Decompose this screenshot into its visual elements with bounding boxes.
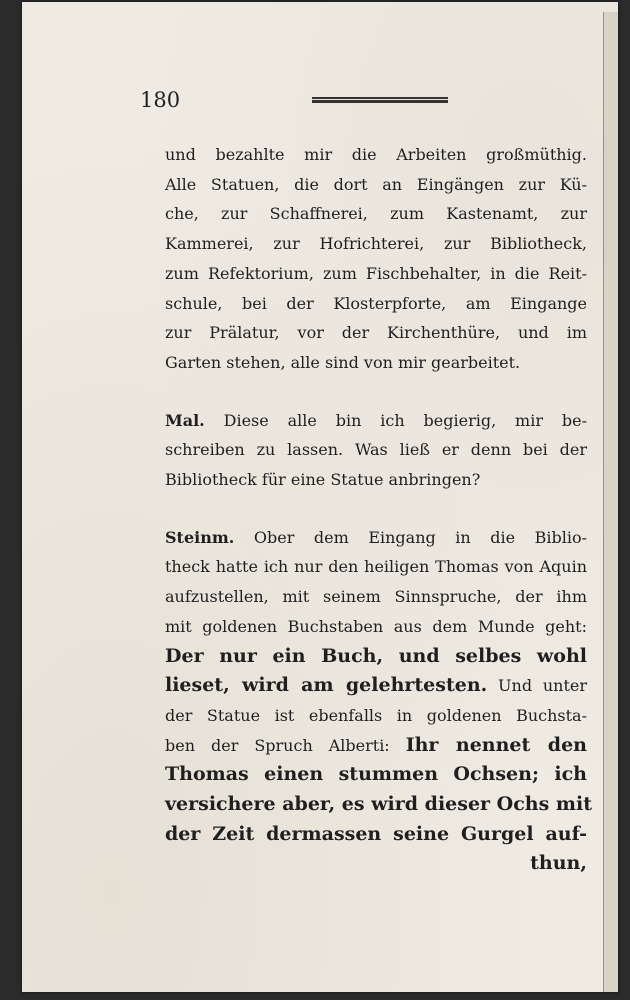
- book-page: [22, 2, 618, 992]
- speaker-label: Steinm.: [165, 527, 235, 547]
- quote-line: der Zeit dermassen seine Gurgel auf-: [165, 822, 587, 845]
- text-line: schule, bei der Klosterpforte, am Eingange: [165, 293, 587, 313]
- text-line: [165, 523, 587, 553]
- text-line: schreiben zu lassen. Was ließ er denn bei der: [165, 440, 587, 460]
- text-line: theck hatte ich nur den heiligen Thomas von Aquin: [165, 557, 587, 577]
- header-rule: [312, 97, 448, 103]
- quote-fragment: Ihr nennet den: [405, 733, 587, 756]
- text-line: der Statue ist ebenfalls in goldenen Buchsta-: [165, 705, 587, 725]
- text-line: [165, 731, 587, 761]
- paragraph-gap: [165, 378, 587, 406]
- text-fragment: Und unter: [498, 676, 587, 696]
- adjacent-page-edge: [603, 12, 618, 992]
- paragraph-3: [165, 523, 593, 879]
- paragraph-2: [165, 406, 587, 495]
- quote-line: Der nur ein Buch, und selbes wohl: [165, 644, 587, 667]
- text-line: [165, 671, 587, 701]
- text-line: che, zur Schaffnerei, zum Kastenamt, zur: [165, 204, 587, 224]
- text-line: Garten stehen, alle sind von mir gearbeitet.: [165, 352, 521, 372]
- text-line: mit goldenen Buchstaben aus dem Munde geht:: [165, 616, 587, 636]
- text-line: [165, 406, 587, 436]
- paragraph-gap: [165, 495, 587, 523]
- quote-fragment: lieset, wird am gelehrtesten.: [165, 674, 488, 697]
- text-line: aufzustellen, mit seinem Sinnspruche, der ihm: [165, 587, 587, 607]
- text-line: Bibliotheck für eine Statue anbringen?: [165, 470, 481, 490]
- quote-line: versichere aber, es wird dieser Ochs mit: [165, 793, 593, 816]
- text-fragment: Ober dem Eingang in die Biblio-: [253, 527, 588, 547]
- text-line: zur Prälatur, vor der Kirchenthüre, und im: [165, 323, 587, 343]
- text-fragment: Diese alle bin ich begierig, mir be-: [223, 410, 587, 430]
- text-fragment: ben der Spruch Alberti:: [165, 735, 390, 755]
- text-line: Alle Statuen, die dort an Eingängen zur Kü-: [165, 174, 587, 194]
- page-number: 180: [140, 88, 181, 112]
- paragraph-1: [165, 140, 587, 378]
- text-line: Kammerei, zur Hofrichterei, zur Bibliotheck,: [165, 234, 587, 254]
- page-text: [165, 140, 593, 879]
- quote-line: thun,: [530, 852, 587, 875]
- quote-line: Thomas einen stummen Ochsen; ich: [165, 763, 587, 786]
- text-line: zum Refektorium, zum Fischbehalter, in die Reit-: [165, 263, 587, 283]
- text-line: und bezahlte mir die Arbeiten großmüthig.: [165, 145, 587, 164]
- speaker-label: Mal.: [165, 410, 205, 430]
